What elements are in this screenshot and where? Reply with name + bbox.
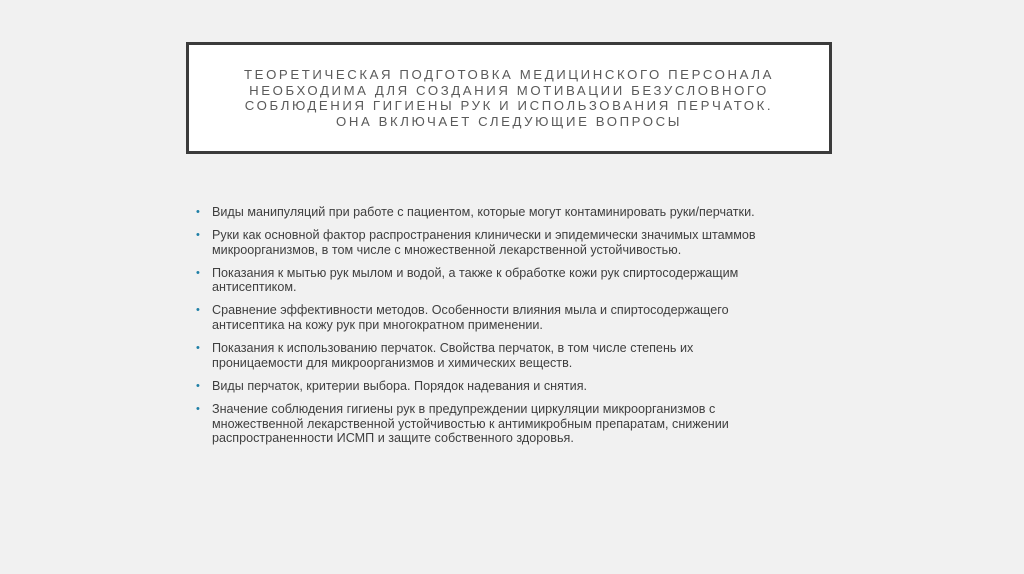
bullet-dot-icon: • bbox=[196, 266, 200, 279]
title-box bbox=[186, 42, 832, 154]
bullet-list bbox=[196, 205, 836, 454]
bullet-item bbox=[196, 341, 836, 370]
bullet-item bbox=[196, 228, 836, 257]
bullet-line: Показания к использованию перчаток. Свойства перчаток, в том числе степень их bbox=[212, 341, 694, 356]
bullet-text bbox=[212, 266, 836, 295]
bullet-dot-icon: • bbox=[196, 304, 200, 317]
bullet-dot-icon: • bbox=[196, 402, 200, 415]
bullet-line: Значение соблюдения гигиены рук в предупреждении циркуляции микроорганизмов с bbox=[212, 401, 716, 416]
bullet-line: множественной лекарственной устойчивостью к антимикробным препаратам, снижении bbox=[212, 416, 729, 431]
slide-title bbox=[220, 67, 798, 129]
title-line: СОБЛЮДЕНИЯ ГИГИЕНЫ РУК И ИСПОЛЬЗОВАНИЯ ПЕРЧАТОК. bbox=[244, 98, 774, 113]
bullet-line: проницаемости для микроорганизмов и химических веществ. bbox=[212, 355, 573, 370]
bullet-item bbox=[196, 303, 836, 332]
bullet-item bbox=[196, 379, 836, 394]
bullet-text bbox=[212, 402, 836, 446]
bullet-line: микроорганизмов, в том числе с множественной лекарственной устойчивостью. bbox=[212, 242, 682, 257]
bullet-text bbox=[212, 341, 836, 370]
title-line: НЕОБХОДИМА ДЛЯ СОЗДАНИЯ МОТИВАЦИИ БЕЗУСЛОВНОГО bbox=[249, 82, 769, 98]
bullet-item bbox=[196, 205, 836, 220]
bullet-dot-icon: • bbox=[196, 379, 200, 392]
bullet-dot-icon: • bbox=[196, 206, 200, 218]
bullet-line: Сравнение эффективности методов. Особенности влияния мыла и спиртосодержащего bbox=[212, 303, 729, 318]
bullet-line: антисептика на кожу рук при многократном применении. bbox=[212, 318, 543, 333]
bullet-item bbox=[196, 266, 836, 295]
bullet-line: Руки как основной фактор распространения клинически и эпидемически значимых штаммов bbox=[212, 228, 756, 243]
bullet-text bbox=[212, 379, 836, 394]
bullet-text bbox=[212, 205, 836, 220]
title-line: ОНА ВКЛЮЧАЕТ СЛЕДУЮЩИЕ ВОПРОСЫ bbox=[335, 113, 683, 129]
bullet-text bbox=[212, 303, 836, 332]
bullet-line: Виды манипуляций при работе с пациентом, которые могут контаминировать руки/перчатки. bbox=[212, 205, 755, 219]
bullet-dot-icon: • bbox=[196, 229, 200, 242]
bullet-text bbox=[212, 228, 836, 257]
bullet-dot-icon: • bbox=[196, 342, 200, 355]
title-line: ТЕОРЕТИЧЕСКАЯ ПОДГОТОВКА МЕДИЦИНСКОГО ПЕРСОНАЛА bbox=[244, 67, 774, 82]
bullet-item bbox=[196, 402, 836, 446]
bullet-line: Показания к мытью рук мылом и водой, а также к обработке кожи рук спиртосодержащим bbox=[212, 265, 739, 280]
bullet-line: Виды перчаток, критерии выбора. Порядок надевания и снятия. bbox=[212, 378, 588, 393]
bullet-line: распространенности ИСМП и защите собственного здоровья. bbox=[212, 431, 574, 446]
bullet-line: антисептиком. bbox=[212, 280, 297, 295]
